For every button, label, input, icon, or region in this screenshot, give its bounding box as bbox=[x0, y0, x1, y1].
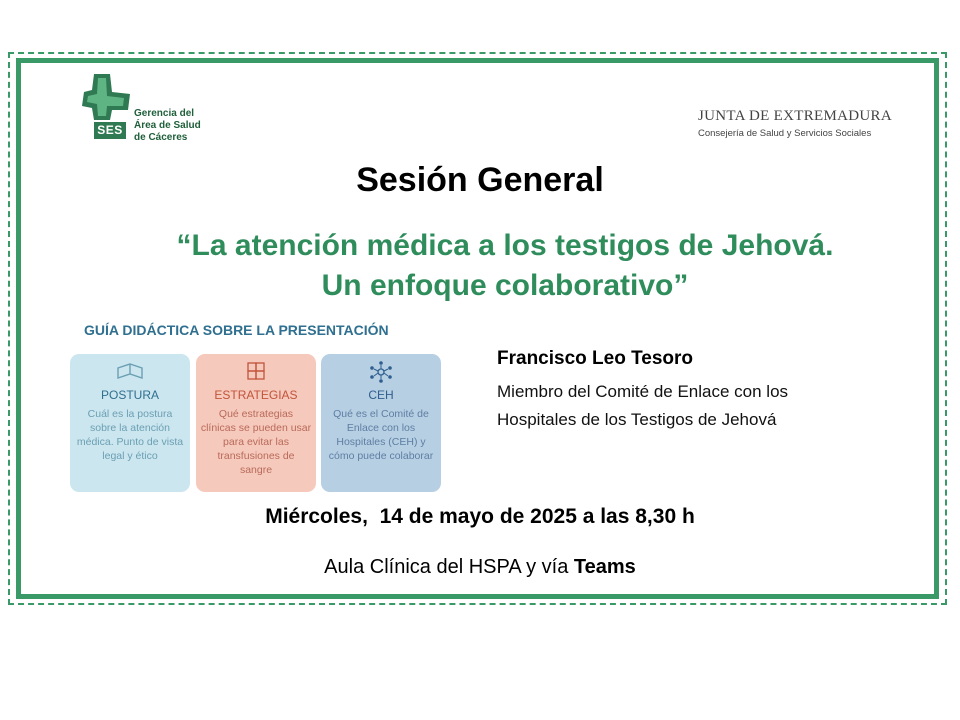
talk-title-line-1: “La atención médica a los testigos de Jehová. bbox=[176, 229, 834, 262]
guide-card-title: ESTRATEGIAS bbox=[214, 388, 298, 402]
guide-card-title: POSTURA bbox=[100, 388, 159, 402]
guide-card-estrategias bbox=[196, 354, 316, 492]
guide-card-postura bbox=[70, 354, 190, 492]
junta-name: JUNTA DE EXTREMADURA bbox=[698, 108, 892, 124]
place-teams: Teams bbox=[573, 556, 636, 578]
guide-card-title: CEH bbox=[368, 388, 394, 402]
guide-card-text: Cuál es la postura sobre la atención médica. Punto de vista legal y ético bbox=[76, 408, 184, 462]
speaker-role-line-2: Hospitales de los Testigos de Jehová bbox=[497, 410, 777, 429]
place-text: Aula Clínica del HSPA y vía bbox=[324, 556, 574, 578]
session-place bbox=[0, 556, 960, 579]
session-title: Sesión General bbox=[356, 161, 604, 199]
speaker-role-line-1: Miembro del Comité de Enlace con los bbox=[497, 382, 789, 401]
talk-title bbox=[90, 226, 920, 306]
speaker-name: Francisco Leo Tesoro bbox=[497, 348, 694, 369]
book-icon bbox=[70, 360, 190, 384]
speaker-block bbox=[497, 348, 917, 434]
puzzle-icon bbox=[196, 360, 316, 384]
talk-title-line-2: Un enfoque colaborativo” bbox=[321, 269, 689, 302]
ses-logo bbox=[80, 72, 220, 152]
session-date: Miércoles, 14 de mayo de 2025 a las 8,30 h bbox=[265, 505, 695, 528]
ses-mark: SES bbox=[94, 122, 126, 139]
guide-card-ceh bbox=[321, 354, 441, 492]
guide-title: GUÍA DIDÁCTICA SOBRE LA PRESENTACIÓN bbox=[84, 322, 389, 338]
guide-card-text: Qué estrategias clínicas se pueden usar para evitar las transfusiones de sangre bbox=[200, 408, 312, 476]
ses-logo-text: Gerencia del Área de Salud de Cáceres bbox=[134, 108, 201, 143]
network-icon bbox=[321, 360, 441, 384]
junta-subtitle: Consejería de Salud y Servicios Sociales bbox=[698, 128, 872, 139]
guide-card-text: Qué es el Comité de Enlace con los Hospitales (CEH) y cómo puede colaborar bbox=[328, 408, 434, 462]
junta-logo bbox=[698, 108, 892, 139]
